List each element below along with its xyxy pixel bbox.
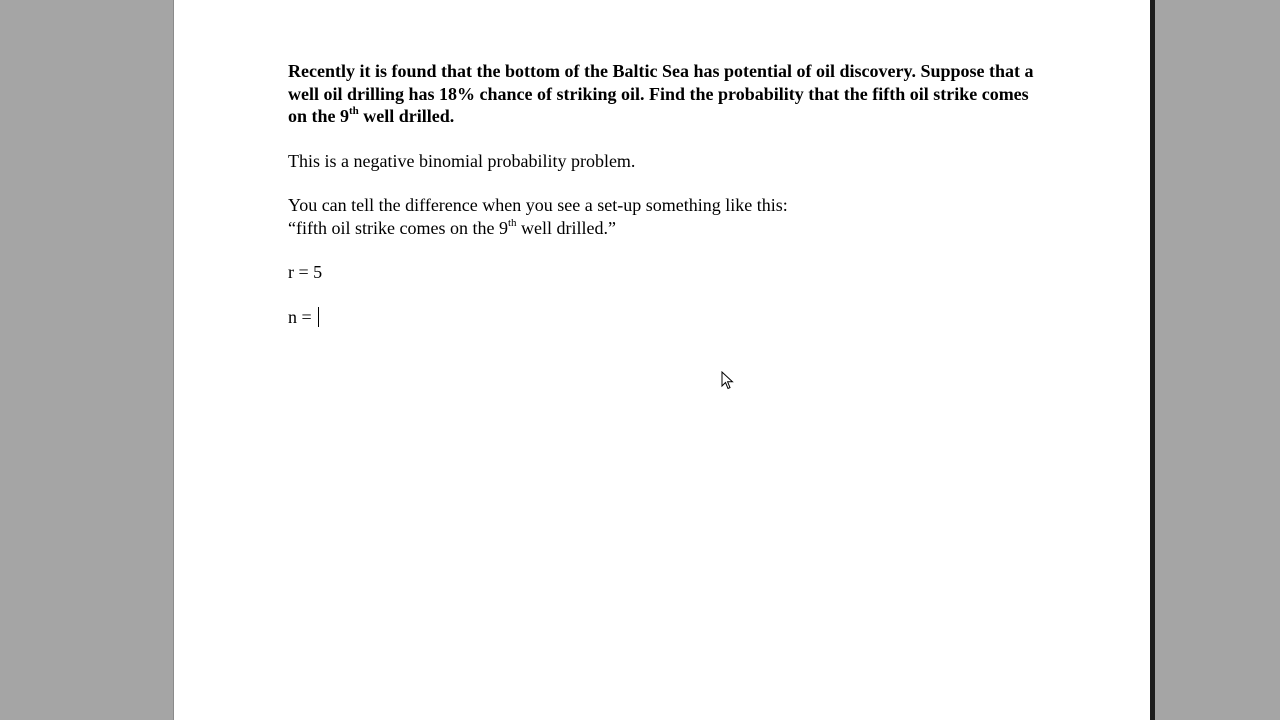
document-content[interactable] [288, 60, 1048, 350]
r-value-line: r = 5 [288, 262, 323, 282]
problem-text-part1: Recently it is found that the bottom of the Baltic Sea has potential of oil discovery. Suppose that a well oil drilling has 18% chance of striking oil. Find the probability that the fifth oil strike comes on the 9 [288, 61, 1034, 126]
quote-line [288, 218, 616, 238]
n-value-line[interactable] [288, 306, 1048, 329]
document-page[interactable] [173, 0, 1151, 720]
n-value-label: n = [288, 306, 317, 327]
text-caret-icon [318, 307, 319, 327]
page-edge-shadow [1150, 0, 1155, 720]
quote-text-part1: “fifth oil strike comes on the 9 [288, 217, 508, 238]
explanation-line: You can tell the difference when you see a set-up something like this: [288, 195, 788, 215]
problem-statement [288, 60, 1048, 128]
quote-superscript: th [507, 216, 517, 229]
arrow-cursor-icon [721, 371, 735, 391]
quote-text-part2: well drilled.” [516, 217, 616, 238]
problem-superscript: th [349, 105, 359, 117]
problem-type-statement: This is a negative binomial probability problem. [288, 150, 636, 171]
explanation-paragraph [288, 194, 1048, 239]
problem-text-part2: well drilled. [358, 106, 455, 126]
